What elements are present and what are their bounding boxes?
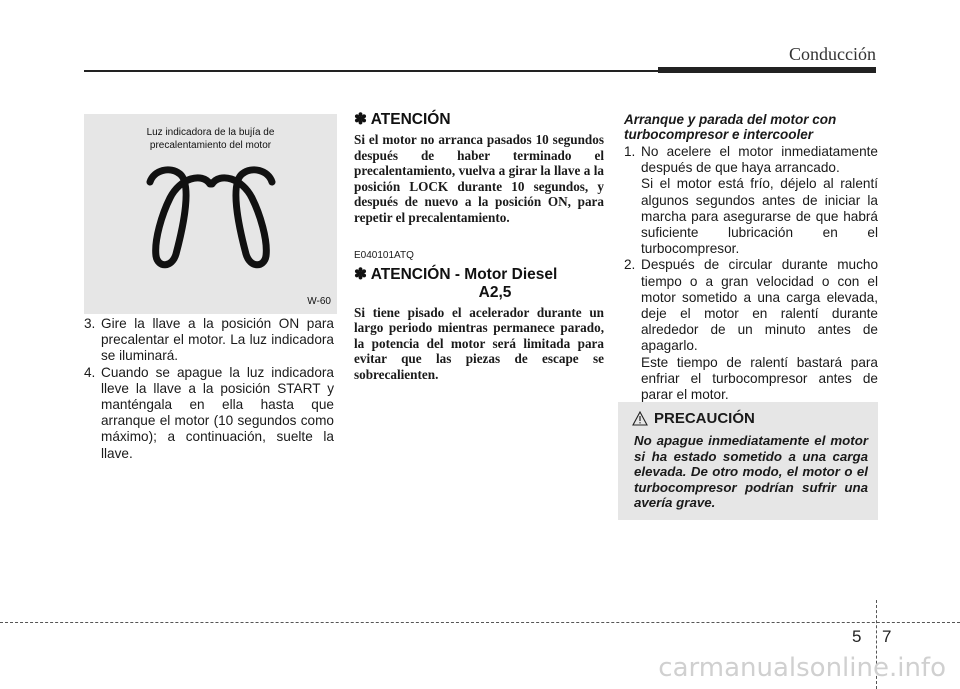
list-item bbox=[84, 316, 334, 365]
item-text: Después de circular durante mucho tiempo o a gran velocidad o con el motor sometido a una carga elevada, deje el motor en ralentí durante alrededor de un minuto antes de apagarlo. bbox=[641, 257, 878, 354]
item-number: 2. bbox=[624, 257, 636, 273]
item-text: Cuando se apague la luz indicadora lleve la llave a la posición START y manténgala en ella hasta que arranque el motor (10 segundos como máximo); a continuación, suelte la llave. bbox=[101, 364, 334, 461]
watermark: carmanualsonline.info bbox=[658, 653, 946, 683]
item-sub-paragraph: Este tiempo de ralentí bastará para enfriar el turbocompresor antes de parar el motor. bbox=[641, 354, 878, 403]
item-number: 3. bbox=[84, 316, 96, 331]
attention-body: Si el motor no arranca pasados 10 segundos después de haber terminado el precalentamiento, vuelva a girar la llave a la posición LOCK durante 10 segundos, y después de nuevo a la posición ON, para repetir el precalentamiento. bbox=[354, 132, 604, 225]
caution-title-text: PRECAUCIÓN bbox=[654, 410, 755, 427]
preheat-steps-list bbox=[84, 316, 334, 462]
attention-heading bbox=[354, 110, 604, 129]
turbo-steps-list bbox=[624, 144, 878, 403]
attention-column bbox=[354, 110, 604, 383]
figure-code: W-60 bbox=[307, 296, 331, 307]
section-code: E040101ATQ bbox=[354, 249, 414, 261]
warning-triangle-icon bbox=[632, 411, 648, 426]
page-number: 7 bbox=[882, 627, 892, 646]
caution-title bbox=[632, 410, 755, 427]
section-title: Conducción bbox=[789, 44, 876, 64]
header-divider-accent bbox=[658, 67, 876, 73]
diesel-attention-body: Si tiene pisado el acelerador durante un largo periodo mientras permanece parado, la potencia del motor será limitada para evitar que las piezas de escape se sobrecalienten. bbox=[354, 304, 604, 382]
footer-divider bbox=[0, 622, 960, 623]
diesel-attention-heading bbox=[354, 265, 604, 302]
chapter-number: 5 bbox=[852, 627, 862, 646]
caution-body: No apague inmediatamente el motor si ha estado sometido a una carga elevada. De otro modo, el motor o el turbocompresor podrían sufrir una avería grave. bbox=[634, 433, 868, 511]
attention-symbol-icon: ✽ bbox=[354, 111, 367, 128]
list-item bbox=[84, 365, 334, 462]
caution-box bbox=[618, 402, 878, 520]
item-number: 4. bbox=[84, 364, 96, 380]
list-item bbox=[624, 144, 878, 257]
glow-plug-coil-icon bbox=[146, 164, 276, 274]
list-item bbox=[624, 257, 878, 403]
indicator-figure bbox=[84, 114, 337, 314]
item-text: Gire la llave a la posición ON para precalentar el motor. La luz indicadora se iluminará. bbox=[101, 316, 334, 364]
turbo-section-title: Arranque y parada del motor con turbocompresor e intercooler bbox=[624, 112, 837, 142]
item-text: No acelere el motor inmediatamente después de que haya arrancado. bbox=[641, 144, 878, 176]
figure-caption: Luz indicadora de la bujía de precalentamiento del motor bbox=[146, 127, 275, 151]
item-number: 1. bbox=[624, 144, 636, 159]
diesel-heading-line2: A2,5 bbox=[478, 283, 512, 301]
item-sub-paragraph: Si el motor está frío, déjelo al ralentí algunos segundos antes de iniciar la marcha para asegurarse de que habrá suficiente lubricación en el turbocompresor. bbox=[641, 176, 878, 257]
attention-symbol-icon: ✽ bbox=[354, 265, 367, 283]
diesel-heading-line1: ATENCIÓN - Motor Diesel bbox=[370, 265, 558, 283]
attention-heading-text: ATENCIÓN bbox=[370, 111, 451, 128]
